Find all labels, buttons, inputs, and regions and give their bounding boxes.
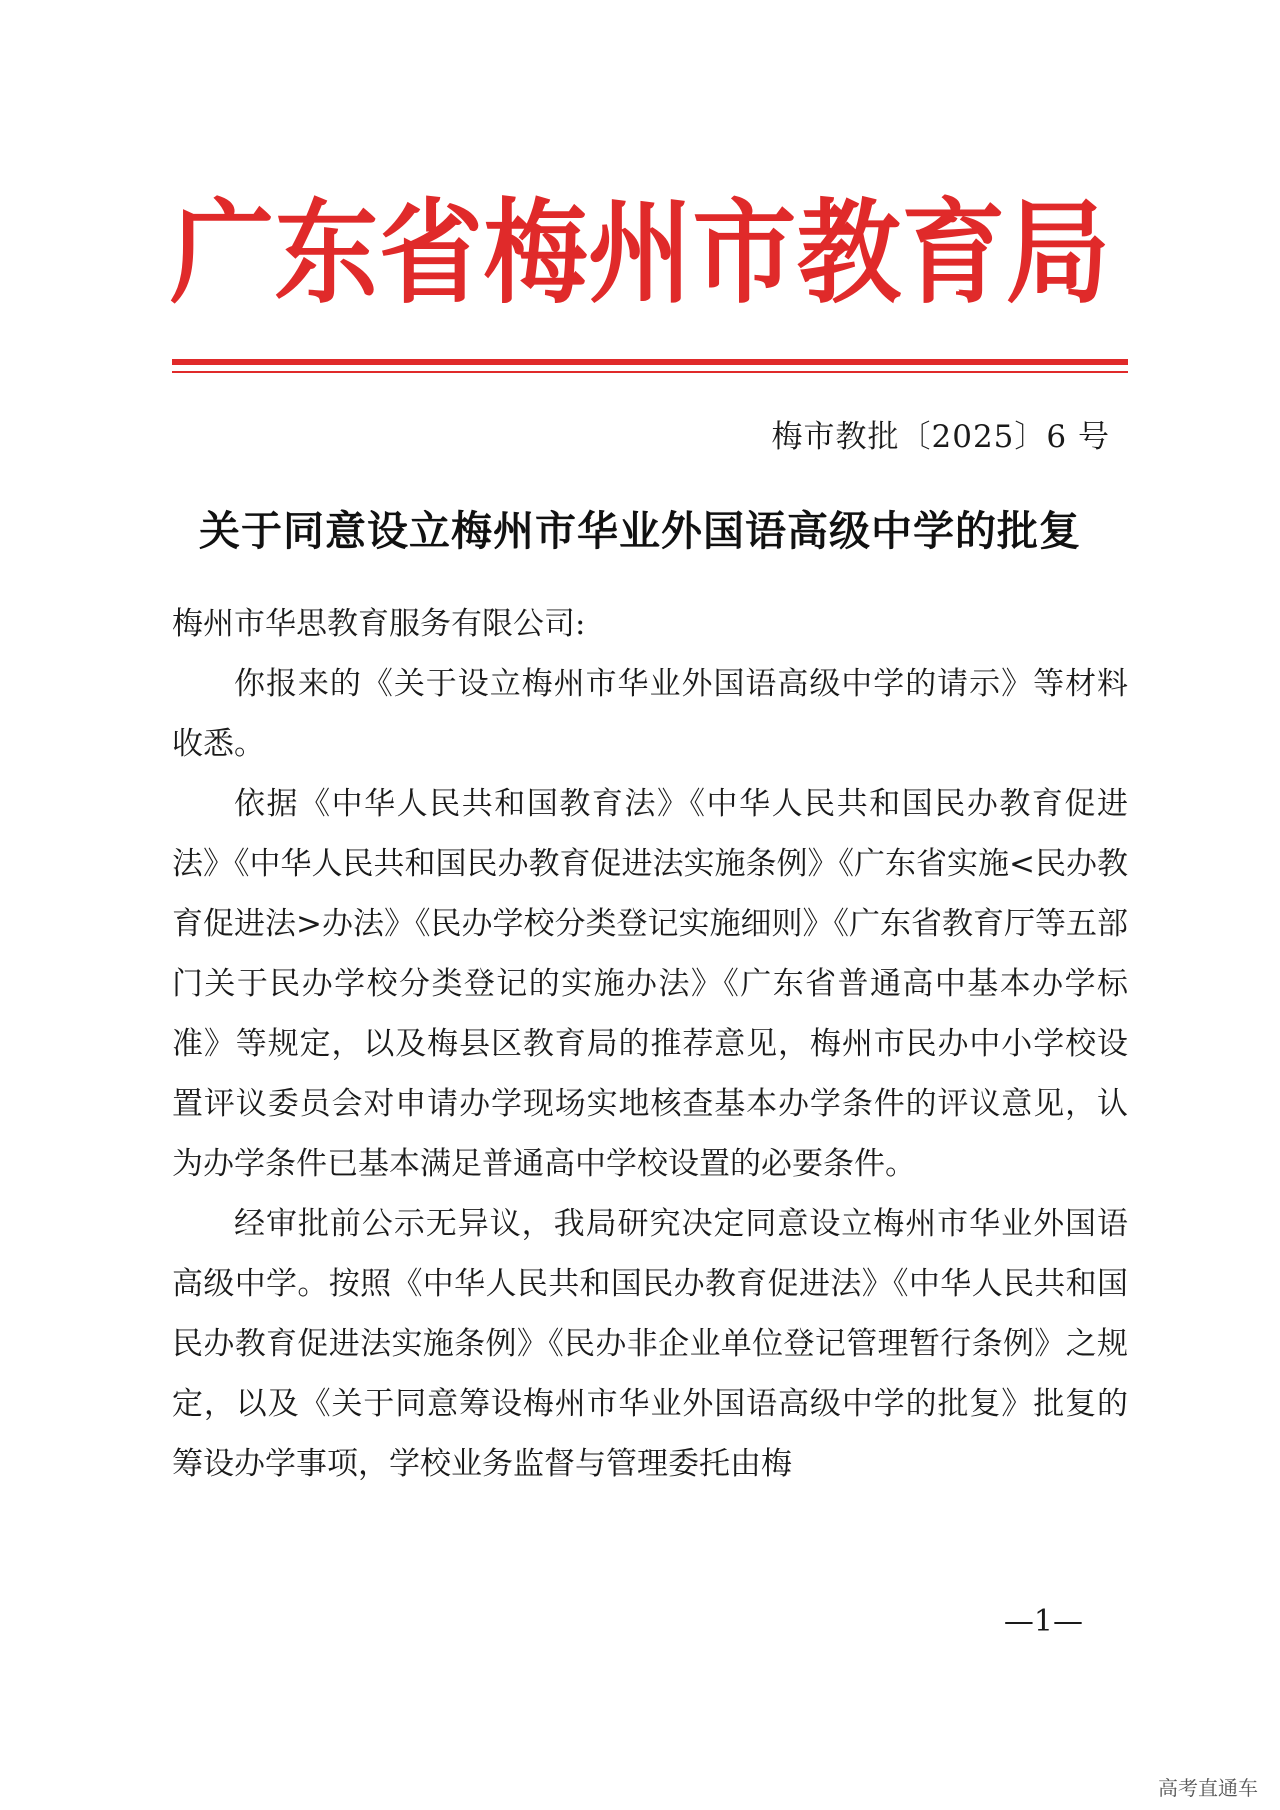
body-paragraph: 依据《中华人民共和国教育法》《中华人民共和国民办教育促进法》《中华人民共和国民办教育促进法实施条例》《广东省实施<民办教育促进法>办法》《民办学校分类登记实施细则》《广东省教育厅等五部门关于民办学校分类登记的实施办法》《广东省普通高中基本办学标准》等规定，以及梅县区教育局的推荐意见，梅州市民办中小学校设置评议委员会对申请办学现场实地核查基本办学条件的评议意见，认为办学条件已基本满足普通高中学校设置的必要条件。 [172,786,1128,1182]
masthead-divider-thick [172,359,1128,365]
document-body [172,594,1128,1494]
issuer-masthead [170,188,1110,318]
masthead-char: 梅 [483,186,588,319]
masthead-char: 广 [170,186,275,319]
masthead-char: 东 [274,186,379,319]
page-number: —1— [1003,1604,1083,1639]
masthead-char: 州 [587,186,692,319]
masthead-char: 省 [378,186,483,319]
addressee: 梅州市华思教育服务有限公司: [172,606,586,642]
masthead-char: 育 [901,186,1006,319]
masthead-char: 局 [1005,186,1110,319]
document-title: 关于同意设立梅州市华业外国语高级中学的批复 [199,507,1081,555]
source-watermark: 高考直通车 [1158,1776,1258,1800]
document-number: 梅市教批〔2025〕6 号 [771,419,1110,455]
masthead-divider-thin [172,371,1128,373]
masthead-char: 市 [692,186,797,319]
body-paragraph: 你报来的《关于设立梅州市华业外国语高级中学的请示》等材料收悉。 [172,666,1128,762]
body-paragraph: 经审批前公示无异议，我局研究决定同意设立梅州市华业外国语高级中学。按照《中华人民共和国民办教育促进法》《中华人民共和国民办教育促进法实施条例》《民办非企业单位登记管理暂行条例》之规定，以及《关于同意筹设梅州市华业外国语高级中学的批复》批复的筹设办学事项，学校业务监督与管理委托由梅 [172,1206,1128,1482]
masthead-char: 教 [796,186,901,319]
